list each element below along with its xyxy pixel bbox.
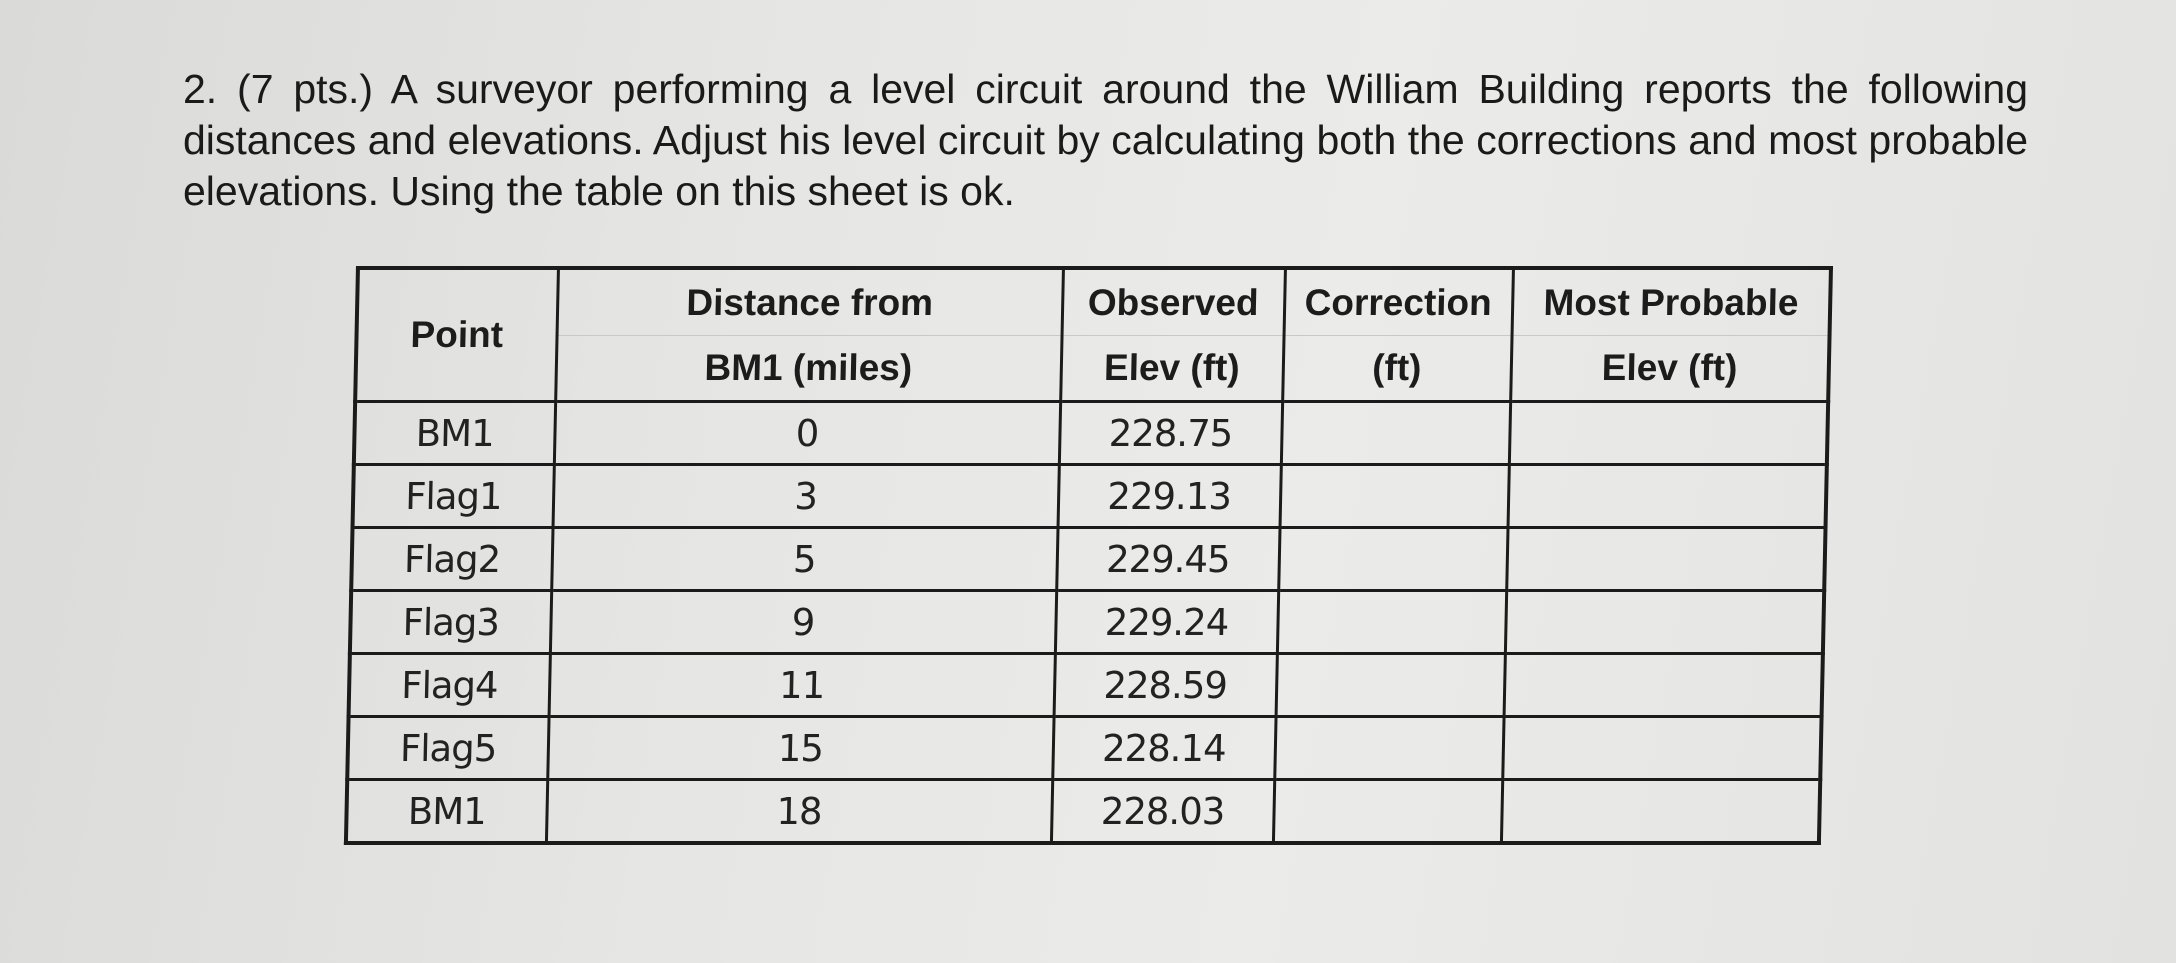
cell-point: Flag3	[350, 591, 551, 654]
cell-correction[interactable]	[1273, 780, 1502, 844]
header-distance	[555, 268, 1063, 402]
cell-distance: 0	[554, 402, 1060, 465]
cell-observed-elev: 228.14	[1052, 717, 1275, 780]
cell-distance: 18	[546, 780, 1052, 844]
header-most-probable-line2: Elev (ft)	[1601, 346, 1738, 388]
cell-point: BM1	[346, 780, 547, 844]
cell-point: Flag5	[347, 717, 548, 780]
table-row	[354, 402, 1828, 465]
cell-most-probable-elev[interactable]	[1504, 654, 1823, 717]
cell-correction[interactable]	[1281, 402, 1510, 465]
cell-most-probable-elev[interactable]	[1508, 465, 1827, 528]
header-distance-line1: Distance from	[558, 271, 1061, 336]
header-correction-line1: Correction	[1285, 271, 1511, 336]
cell-observed-elev: 229.24	[1055, 591, 1278, 654]
table-row	[349, 654, 1823, 717]
cell-point: BM1	[354, 402, 555, 465]
cell-most-probable-elev[interactable]	[1509, 402, 1828, 465]
cell-point: Flag2	[351, 528, 552, 591]
table-row	[350, 591, 1824, 654]
header-observed-line1: Observed	[1063, 271, 1283, 336]
cell-most-probable-elev[interactable]	[1506, 528, 1825, 591]
cell-observed-elev: 229.45	[1056, 528, 1279, 591]
table-row	[346, 780, 1820, 844]
cell-point: Flag4	[349, 654, 550, 717]
cell-correction[interactable]	[1280, 465, 1509, 528]
problem-statement: 2. (7 pts.) A surveyor performing a level circuit around the William Building reports the following distances and elevations. Adjust his level circuit by calculating both the corrections and most probable elevations. Using the table on this sheet is ok.	[183, 66, 2028, 214]
table-row	[347, 717, 1821, 780]
cell-distance: 15	[547, 717, 1053, 780]
cell-observed-elev: 229.13	[1058, 465, 1281, 528]
cell-distance: 11	[549, 654, 1055, 717]
cell-observed-elev: 228.03	[1051, 780, 1274, 844]
header-point	[355, 268, 558, 402]
table-header-row	[355, 268, 1831, 402]
header-correction	[1282, 268, 1513, 402]
cell-most-probable-elev[interactable]	[1505, 591, 1824, 654]
cell-point: Flag1	[353, 465, 554, 528]
table-row	[351, 528, 1825, 591]
cell-observed-elev: 228.75	[1059, 402, 1282, 465]
header-observed-line2: Elev (ft)	[1103, 346, 1241, 388]
cell-distance: 9	[550, 591, 1056, 654]
header-observed-elev	[1060, 268, 1285, 402]
cell-correction[interactable]	[1274, 717, 1503, 780]
level-circuit-table	[344, 266, 1833, 845]
header-correction-line2: (ft)	[1371, 346, 1422, 388]
header-most-probable-line1: Most Probable	[1513, 271, 1829, 336]
table-row	[353, 465, 1827, 528]
level-circuit-table-wrapper	[344, 266, 1833, 845]
header-most-probable-elev	[1510, 268, 1831, 402]
cell-most-probable-elev[interactable]	[1502, 717, 1821, 780]
cell-distance: 5	[551, 528, 1057, 591]
cell-correction[interactable]	[1276, 654, 1505, 717]
header-distance-line2: BM1 (miles)	[704, 346, 913, 388]
cell-correction[interactable]	[1277, 591, 1506, 654]
cell-distance: 3	[553, 465, 1059, 528]
cell-most-probable-elev[interactable]	[1501, 780, 1820, 844]
cell-observed-elev: 228.59	[1054, 654, 1277, 717]
header-point-label: Point	[410, 314, 504, 355]
cell-correction[interactable]	[1278, 528, 1507, 591]
